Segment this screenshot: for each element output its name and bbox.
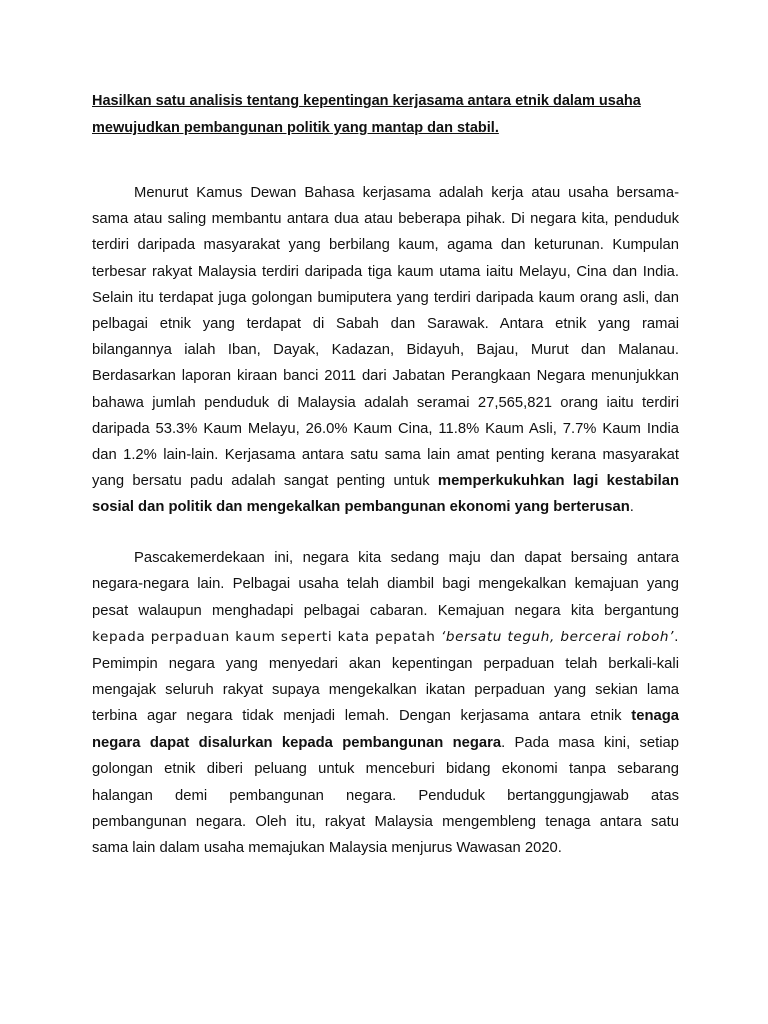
p1-line: pelbagai etnik yang terdapat di Sabah dan Sarawak. Antara etnik yang ramai [92,315,679,332]
p1-line: Berdasarkan laporan kiraan banci 2011 dari Jabatan Perangkaan Negara menunjukkan [92,368,679,385]
paragraph-1 [92,180,679,520]
p2-text: . Pada masa kini, setiap [501,734,679,751]
p1-line: sama atau saling membantu antara dua atau beberapa pihak. Di negara kita, penduduk [92,211,679,228]
p1-line: dan 1.2% lain-lain. Kerjasama antara satu sama lain amat penting kerana masyarakat [92,446,679,463]
p2-line: negara-negara lain. Pelbagai usaha telah diambil bagi mengekalkan kemajuan yang [92,576,679,593]
p2-line: pembangunan negara. Oleh itu, rakyat Malaysia mengembleng tenaga antara satu [92,813,679,830]
p2-text: terbina agar negara tidak menjadi lemah. Dengan kerjasama antara etnik [92,708,632,725]
p1-line: terbesar rakyat Malaysia terdiri daripada tiga kaum utama iaitu Melayu, Cina dan India. [92,263,679,280]
paragraph-2 [92,545,679,862]
title-line-1: Hasilkan satu analisis tentang kepentingan kerjasama antara etnik dalam usaha [92,93,641,109]
p2-line: halangan demi pembangunan negara. Penduduk bertanggungjawab atas [92,787,679,804]
p2-line: Pemimpin negara yang menyedari akan kepentingan perpaduan telah berkali-kali [92,655,679,672]
p2-text: . [674,629,679,646]
p1-line: terdiri daripada masyarakat yang berbilang kaum, agama dan keturunan. Kumpulan [92,237,679,254]
p1-line: bilangannya ialah Iban, Dayak, Kadazan, Bidayuh, Bajau, Murut dan Malanau. [92,342,679,359]
p2-line: Pascakemerdekaan ini, negara kita sedang maju dan dapat bersaing antara [134,550,679,566]
p1-line [92,494,679,520]
p2-text: kepada perpaduan kaum seperti kata pepatah [92,629,441,646]
title-line-2: mewujudkan pembangunan politik yang mantap dan stabil. [92,120,499,136]
proverb-quote: ‘bersatu teguh, bercerai roboh’ [440,629,675,646]
p1-line: daripada 53.3% Kaum Melayu, 26.0% Kaum Cina, 11.8% Kaum Asli, 7.7% Kaum India [92,420,679,437]
p2-line: mengajak seluruh rakyat supaya mengekalkan ikatan perpaduan yang sekian lama [92,681,679,698]
document-title [92,88,682,142]
p2-line [92,703,679,729]
p2-line: sama lain dalam usaha memajukan Malaysia menjurus Wawasan 2020. [92,840,562,857]
p2-bold-phrase: negara dapat disalurkan kepada pembangunan negara [92,734,502,751]
p1-text: yang bersatu padu adalah sangat penting untuk [92,473,438,490]
p2-line: pesat walaupun menghadapi pelbagai cabaran. Kemajuan negara kita bergantung [92,602,679,619]
p2-line [92,624,679,650]
p1-text: . [629,499,634,516]
p1-line [92,468,679,494]
p1-line: Menurut Kamus Dewan Bahasa kerjasama adalah kerja atau usaha bersama- [134,185,679,201]
p2-bold-phrase: tenaga [631,708,679,725]
p1-line: Selain itu terdapat juga golongan bumiputera yang terdiri daripada kaum orang asli, dan [92,289,679,306]
p2-line: golongan etnik diberi peluang untuk menceburi bidang ekonomi tanpa sebarang [92,761,679,778]
p2-line [92,730,679,756]
p1-line: bahawa jumlah penduduk di Malaysia adalah seramai 27,565,821 orang iaitu terdiri [92,394,679,411]
p1-bold-phrase: memperkukuhkan lagi kestabilan [437,473,679,490]
p1-bold-phrase: sosial dan politik dan mengekalkan pembangunan ekonomi yang berterusan [92,499,630,516]
